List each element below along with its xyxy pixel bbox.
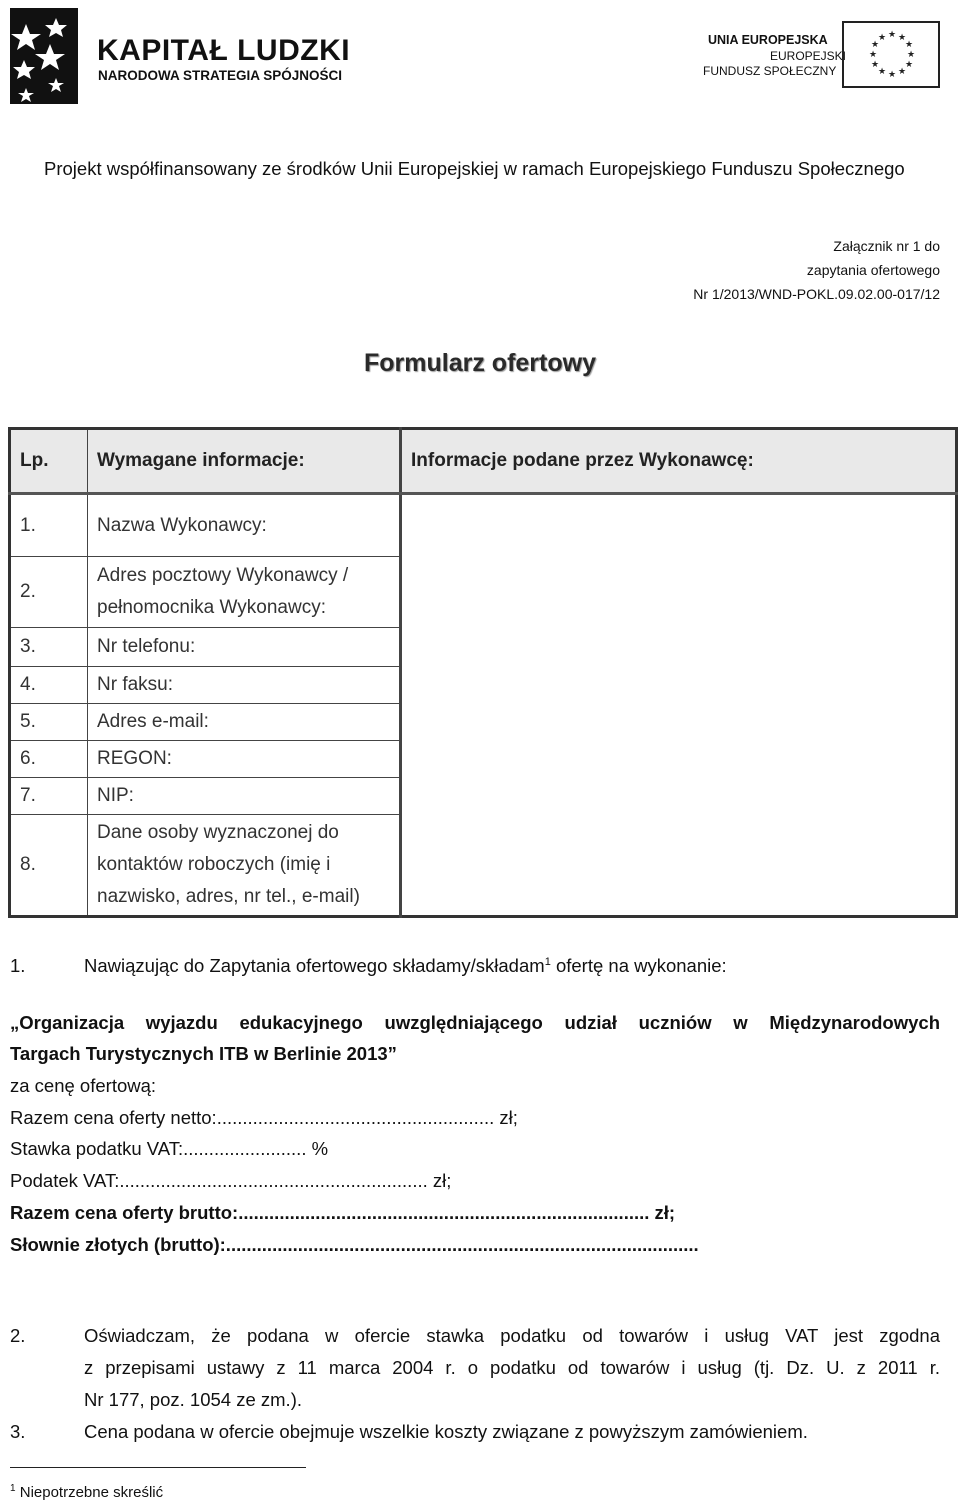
svg-text:★: ★: [905, 60, 914, 70]
row-label: Adres e-mail:: [88, 704, 401, 741]
kapital-ludzki-stars-icon: [6, 4, 90, 108]
net-price-line: Razem cena oferty netto:...................................................... zł;: [10, 1107, 518, 1128]
section1-number: 1.: [10, 955, 26, 976]
project-cofinancing-line: Projekt współfinansowany ze środków Unii Europejskiej w ramach Europejskiego Funduszu Społecznego: [44, 158, 905, 179]
svg-text:★: ★: [878, 33, 887, 43]
row-label: Dane osoby wyznaczonej do kontaktów roboczych (imię i nazwisko, adres, nr tel., e-mail): [88, 815, 401, 917]
gross-in-words-line: Słownie złotych (brutto):............................................................................................: [10, 1234, 699, 1255]
svg-text:★: ★: [898, 33, 907, 43]
header-contractor-info: Informacje podane przez Wykonawcę:: [401, 429, 957, 494]
logo-right-line2: EUROPEJSKI: [770, 49, 847, 63]
table-row: [10, 494, 957, 557]
logo-left-title: KAPITAŁ LUDZKI: [97, 34, 351, 67]
eu-flag-icon: [844, 23, 938, 86]
row-number: 4.: [10, 667, 88, 704]
row-number: 3.: [10, 628, 88, 667]
header-required-info: Wymagane informacje:: [88, 429, 401, 494]
section1-intro: [84, 955, 727, 977]
section3-text: Cena podana w ofercie obejmuje wszelkie koszty związane z powyższym zamówieniem.: [84, 1421, 808, 1442]
row-label: Adres pocztowy Wykonawcy / pełnomocnika Wykonawcy:: [88, 557, 401, 628]
section1-text-before: Nawiązując do Zapytania ofertowego składamy/składam: [84, 955, 545, 976]
row-label: REGON:: [88, 741, 401, 778]
vat-rate-line: Stawka podatku VAT:........................ %: [10, 1138, 329, 1159]
section2-line1: Oświadczam, że podana w ofercie stawka podatku od towarów i usług VAT jest zgodna: [84, 1325, 940, 1346]
footnote-separator: [10, 1467, 306, 1468]
header-lp: Lp.: [10, 429, 88, 494]
footnote: [10, 1483, 163, 1501]
svg-text:★: ★: [888, 70, 897, 80]
eu-flag: [842, 21, 940, 88]
svg-text:★: ★: [871, 40, 880, 50]
logo-left-subtitle: NARODOWA STRATEGIA SPÓJNOŚCI: [98, 68, 343, 83]
svg-text:★: ★: [871, 60, 880, 70]
svg-text:★: ★: [898, 67, 907, 77]
section1-text-after: ofertę na wykonanie:: [550, 955, 727, 976]
subject-line1: „Organizacja wyjazdu edukacyjnego uwzględniającego udział uczniów w Międzynarodowych: [10, 1012, 940, 1033]
svg-text:★: ★: [888, 30, 897, 40]
svg-text:★: ★: [905, 40, 914, 50]
section3-number: 3.: [10, 1421, 26, 1442]
row-label: Nazwa Wykonawcy:: [88, 494, 401, 557]
row-number: 6.: [10, 741, 88, 778]
row-number: 8.: [10, 815, 88, 917]
footnote-text: Niepotrzebne skreślić: [15, 1484, 164, 1501]
row-label: Nr telefonu:: [88, 628, 401, 667]
section2-line3: Nr 177, poz. 1054 ze zm.).: [84, 1389, 302, 1410]
row-label: Nr faksu:: [88, 667, 401, 704]
attachment-line2: zapytania ofertowego: [806, 262, 940, 278]
section2-number: 2.: [10, 1325, 26, 1346]
row-number: 1.: [10, 494, 88, 557]
row-label: NIP:: [88, 778, 401, 815]
row-number: 5.: [10, 704, 88, 741]
footnote-ref: 1: [544, 955, 551, 968]
svg-text:★: ★: [878, 67, 887, 77]
svg-text:★: ★: [869, 50, 878, 60]
footnote-number: 1: [10, 1483, 16, 1494]
row-number: 7.: [10, 778, 88, 815]
svg-text:★: ★: [907, 50, 916, 60]
gross-price-line: Razem cena oferty brutto:................................................................................ zł;: [10, 1202, 676, 1223]
table-header-row: [10, 429, 957, 494]
price-intro: za cenę ofertową:: [10, 1075, 157, 1096]
answer-cell[interactable]: [401, 494, 957, 917]
attachment-line1: Załącznik nr 1 do: [833, 238, 940, 254]
logo-right-line1: UNIA EUROPEJSKA: [708, 33, 828, 47]
section2-line2: z przepisami ustawy z 11 marca 2004 r. o podatku od towarów i usług (tj. Dz. U. z 2011 r.: [84, 1357, 940, 1378]
form-title: Formularz ofertowy: [364, 349, 596, 377]
row-number: 2.: [10, 557, 88, 628]
logo-right-line3: FUNDUSZ SPOŁECZNY: [703, 64, 837, 78]
offer-table: [8, 427, 958, 918]
vat-amount-line: Podatek VAT:............................................................ zł;: [10, 1170, 452, 1191]
subject-line2: Targach Turystycznych ITB w Berlinie 2013”: [10, 1043, 397, 1064]
attachment-line3: Nr 1/2013/WND-POKL.09.02.00-017/12: [693, 286, 940, 302]
